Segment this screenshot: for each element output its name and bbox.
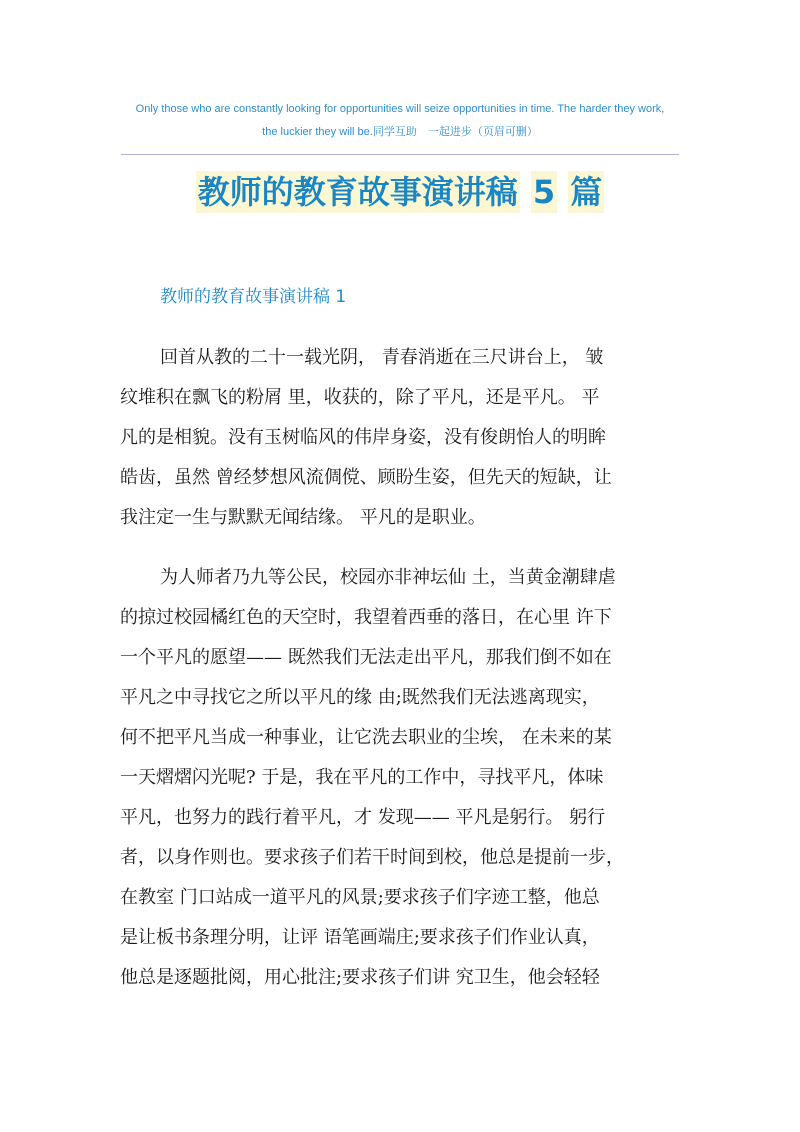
paragraph-line: 回首从教的二十一载光阴， 青春消逝在三尺讲台上， 皱: [160, 347, 604, 368]
header-divider: [121, 154, 679, 155]
paragraph-line: 者，以身作则也。要求孩子们若干时间到校，他总是提前一步，: [120, 847, 624, 868]
paragraph-line: 凡的是相貌。没有玉树临风的伟岸身姿，没有俊朗怡人的明眸: [120, 427, 606, 448]
title-suffix: 篇: [570, 173, 603, 211]
paragraph-line: 平凡之中寻找它之所以平凡的缘 由;既然我们无法逃离现实，: [120, 687, 600, 708]
paragraph-line: 平凡，也努力的践行着平凡，才 发现—— 平凡是躬行。 躬行: [120, 807, 606, 828]
paragraph-line: 他总是逐题批阅，用心批注;要求孩子们讲 究卫生，他会轻轻: [120, 967, 600, 988]
document-body: [120, 338, 680, 1018]
paragraph-line: 一个平凡的愿望—— 既然我们无法走出平凡，那我们倒不如在: [120, 647, 612, 668]
paragraph-line: 在教室 门口站成一道平凡的风景;要求孩子们字迹工整，他总: [120, 887, 600, 908]
header-line-1: Only those who are constantly looking for opportunities will seize opportunities in time. The harder they work,: [135, 103, 665, 115]
document-title: [0, 168, 800, 216]
page-header: [120, 98, 680, 144]
paragraph-line: 何不把平凡当成一种事业，让它洗去职业的尘埃， 在未来的某: [120, 727, 612, 748]
paragraph-line: 是让板书条理分明，让评 语笔画端庄;要求孩子们作业认真，: [120, 927, 600, 948]
header-line-2: the luckier they will be.同学互助 一起进步（页眉可删）: [262, 126, 538, 138]
paragraph-line: 为人师者乃九等公民，校园亦非神坛仙 土，当黄金潮肆虐: [160, 567, 616, 588]
paragraph-line: 一天熠熠闪光呢? 于是，我在平凡的工作中，寻找平凡，体味: [120, 767, 604, 788]
paragraph-line: 的掠过校园橘红色的天空时，我望着西垂的落日，在心里 许下: [120, 607, 612, 628]
section-heading: 教师的教育故事演讲稿 1: [160, 287, 347, 307]
paragraph-line: 纹堆积在飘飞的粉屑 里，收获的，除了平凡，还是平凡。 平: [120, 387, 600, 408]
paragraph-line: 我注定一生与默默无闻结缘。 平凡的是职业。: [120, 507, 486, 528]
paragraph-line: 皓齿，虽然 曾经梦想风流倜傥、顾盼生姿，但先天的短缺，让: [120, 467, 612, 488]
paragraph-1: [120, 338, 680, 538]
title-main: 教师的教育故事演讲稿: [197, 173, 518, 211]
paragraph-2: [120, 558, 680, 998]
title-number: 5: [532, 173, 556, 211]
